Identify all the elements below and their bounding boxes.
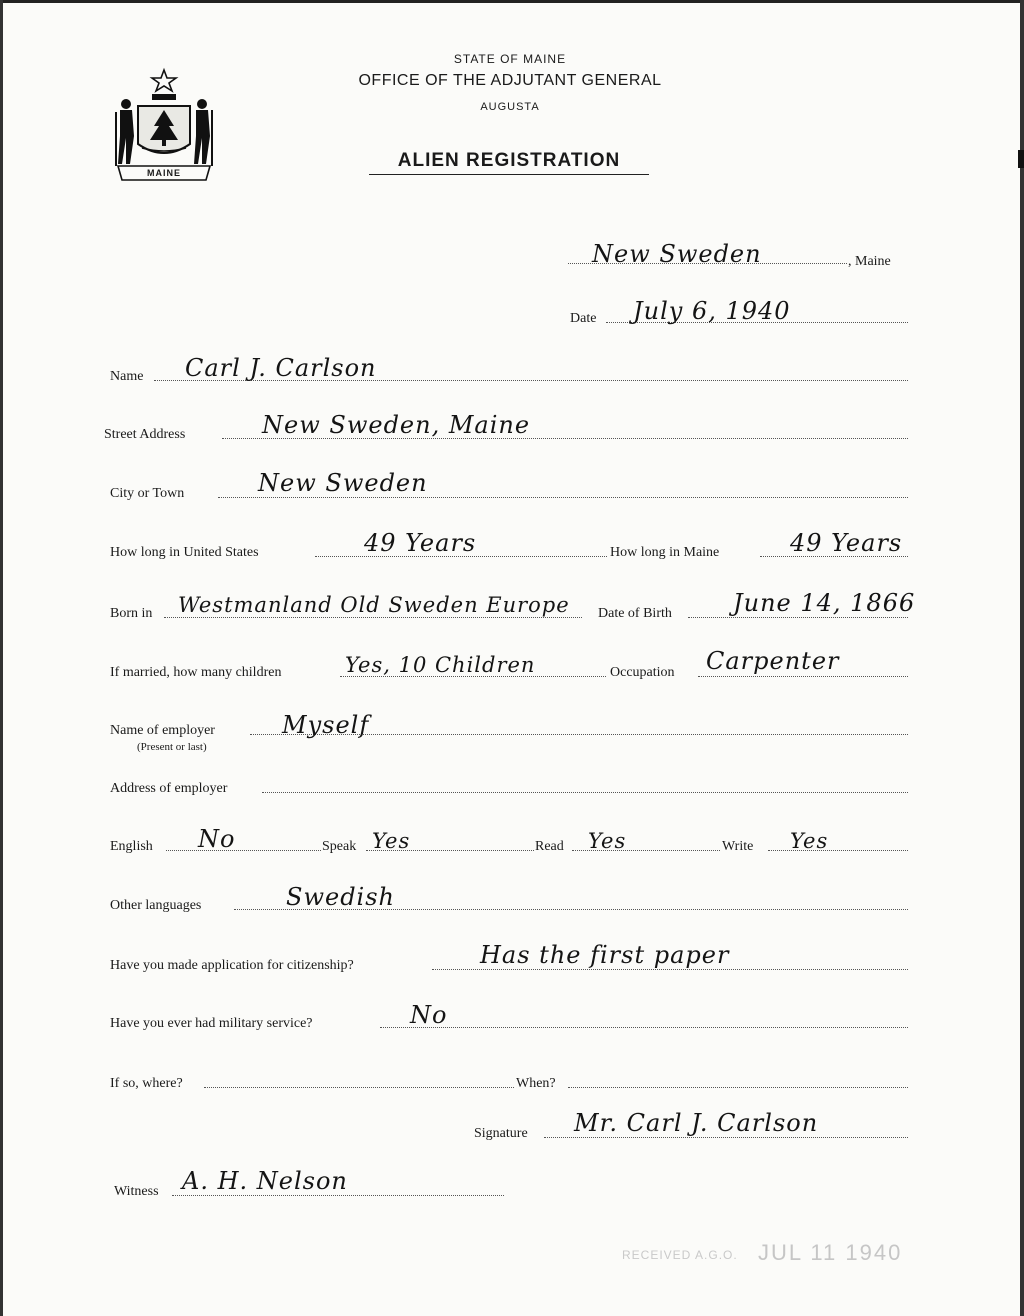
write-value: Yes <box>790 829 829 853</box>
where-line <box>204 1087 514 1088</box>
witness-label: Witness <box>114 1184 159 1199</box>
military-label: Have you ever had military service? <box>110 1016 313 1031</box>
maine-duration-value: 49 Years <box>790 529 903 557</box>
employer-label: Name of employer <box>110 723 215 738</box>
name-value: Carl J. Carlson <box>185 354 377 382</box>
witness-line <box>172 1195 504 1196</box>
us-duration-label: How long in United States <box>110 545 259 560</box>
us-duration-value: 49 Years <box>364 529 477 557</box>
speak-value: Yes <box>372 829 411 853</box>
write-label: Write <box>722 839 754 854</box>
signature-value: Mr. Carl J. Carlson <box>574 1109 819 1137</box>
form-title: ALIEN REGISTRATION <box>369 150 649 175</box>
born-value: Westmanland Old Sweden Europe <box>178 593 570 617</box>
military-value: No <box>410 1001 448 1029</box>
dob-value: June 14, 1866 <box>733 589 916 617</box>
english-line <box>166 850 321 851</box>
witness-value: A. H. Nelson <box>182 1167 348 1195</box>
occupation-line <box>698 676 908 677</box>
signature-label: Signature <box>474 1126 528 1141</box>
employer-value: Myself <box>282 711 370 739</box>
occupation-label: Occupation <box>610 665 675 680</box>
speak-label: Speak <box>322 839 357 854</box>
scan-edge-right <box>1020 0 1024 1316</box>
military-line <box>380 1027 908 1028</box>
maine-duration-label: How long in Maine <box>610 545 720 560</box>
born-label: Born in <box>110 606 153 621</box>
other-languages-value: Swedish <box>286 883 395 911</box>
where-label: If so, where? <box>110 1076 183 1091</box>
city-value: New Sweden <box>258 469 428 497</box>
employer-address-label: Address of employer <box>110 781 228 796</box>
town-value: New Sweden <box>592 240 762 268</box>
city-label: City or Town <box>110 486 185 501</box>
citizenship-label: Have you made application for citizenship? <box>110 958 354 973</box>
when-label: When? <box>516 1076 556 1091</box>
when-line <box>568 1087 908 1088</box>
children-label: If married, how many children <box>110 665 282 680</box>
street-label: Street Address <box>104 427 186 442</box>
english-value: No <box>198 825 236 853</box>
state-heading: STATE OF MAINE <box>453 52 567 66</box>
write-line <box>768 850 908 851</box>
citizenship-value: Has the first paper <box>480 941 730 969</box>
city-heading: AUGUSTA <box>480 101 540 113</box>
street-value: New Sweden, Maine <box>262 411 531 439</box>
office-heading: OFFICE OF THE ADJUTANT GENERAL <box>358 72 662 89</box>
citizenship-line <box>432 969 908 970</box>
name-label: Name <box>110 369 144 384</box>
town-suffix-label: , Maine <box>848 254 891 269</box>
scan-mark <box>1018 150 1024 168</box>
occupation-value: Carpenter <box>706 647 840 675</box>
other-languages-label: Other languages <box>110 898 202 913</box>
children-value: Yes, 10 Children <box>345 653 536 677</box>
seal-banner-text: MAINE <box>147 168 181 178</box>
employer-sublabel: (Present or last) <box>137 741 207 753</box>
scan-edge-left <box>0 0 3 1316</box>
employer-address-line <box>262 792 908 793</box>
read-label: Read <box>535 839 564 854</box>
date-label: Date <box>570 311 597 326</box>
city-line <box>218 497 908 498</box>
read-value: Yes <box>588 829 627 853</box>
received-stamp-date: JUL 11 1940 <box>758 1240 903 1265</box>
date-value: July 6, 1940 <box>633 297 791 325</box>
signature-line <box>544 1137 908 1138</box>
received-stamp: RECEIVED A.G.O. <box>622 1248 738 1262</box>
english-label: English <box>110 839 153 854</box>
dob-label: Date of Birth <box>598 606 672 621</box>
scan-edge-top <box>0 0 1024 3</box>
dob-line <box>688 617 908 618</box>
